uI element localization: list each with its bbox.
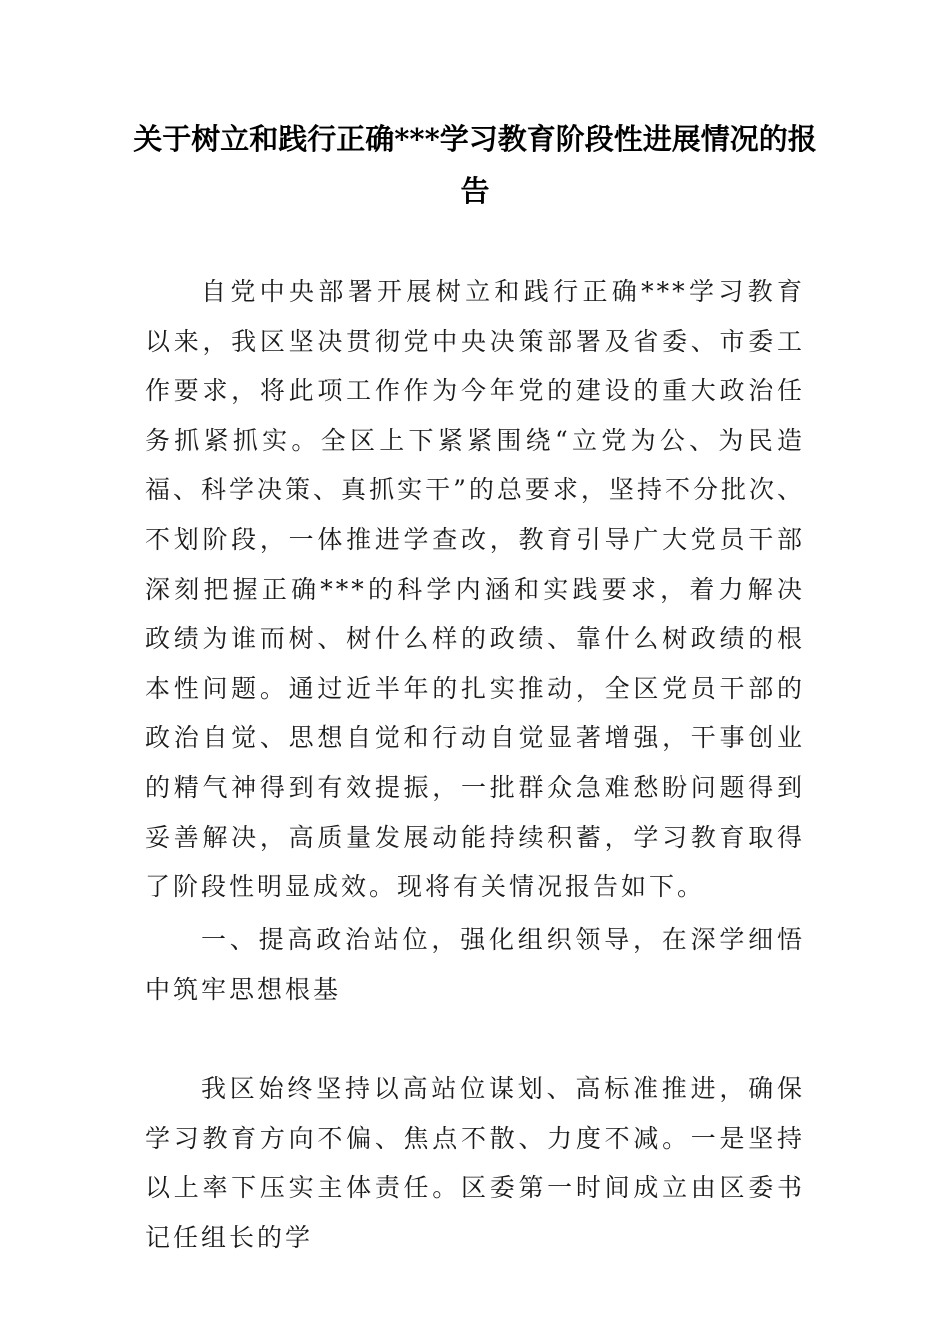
section-one-paragraph: 我区始终坚持以高站位谋划、高标准推进，确保学习教育方向不偏、焦点不散、力度不减。一是坚持以上率下压实主体责任。区委第一时间成立由区委书记任组长的学: [145, 1074, 805, 1252]
intro-paragraph: 自党中央部署开展树立和践行正确***学习教育以来，我区坚决贯彻党中央决策部署及省委、市委工作要求，将此项工作作为今年党的建设的重大政治任务抓紧抓实。全区上下紧紧围绕“立党为公、为民造福、科学决策、真抓实干”的总要求，坚持不分批次、不划阶段，一体推进学查改，教育引导广大党员干部深刻把握正确***的科学内涵和实践要求，着力解决政绩为谁而树、树什么样的政绩、靠什么树政绩的根本性问题。通过近半年的扎实推动，全区党员干部的政治自觉、思想自觉和行动自觉显著增强，干事创业的精气神得到有效提振，一批群众急难愁盼问题得到妥善解决，高质量发展动能持续积蓄，学习教育取得了阶段性明显成效。现将有关情况报告如下。: [145, 277, 805, 902]
section-heading-one: 一、提高政治站位，强化组织领导，在深学细悟中筑牢思想根基: [145, 925, 805, 1004]
document-title: 关于树立和践行正确***学习教育阶段性进展情况的报告: [133, 122, 817, 208]
